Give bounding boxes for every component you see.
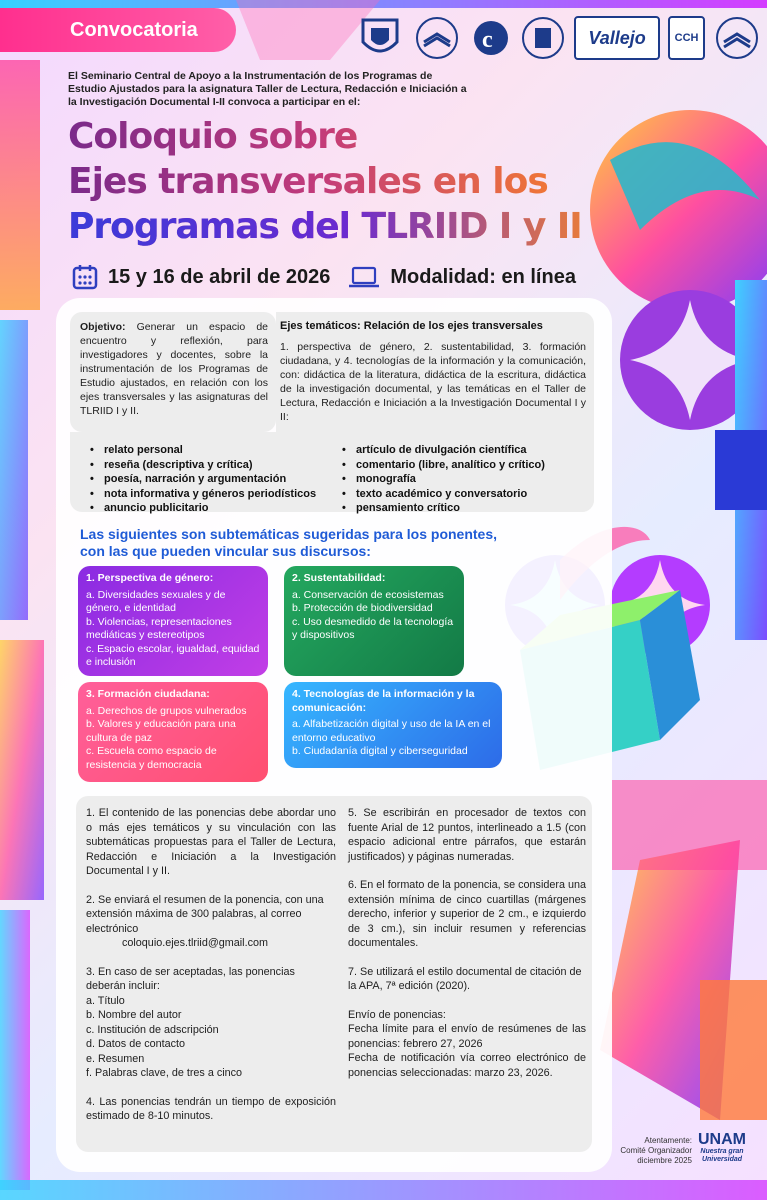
list-item: • texto académico y conversatorio — [342, 487, 592, 502]
book-icon — [412, 16, 462, 60]
theme-item: a. Derechos de grupos vulnerados — [86, 704, 247, 717]
unam-wordmark: UNAM — [698, 1131, 746, 1148]
objective-text: Generar un espacio de encuentro y reflexión, para investigadores y docentes, sobre la instrumentación de los Programas de Estudio ajustados, en relación con los ejes transversales y las asignaturas del TLRIID I y II. — [80, 321, 268, 417]
calendar-icon — [72, 264, 98, 290]
vallejo-logo — [574, 16, 659, 60]
event-date: 15 y 16 de abril de 2026 — [108, 265, 331, 288]
list-item: • relato personal — [90, 443, 340, 458]
list-item: f. Palabras clave, de tres a cinco — [86, 1067, 243, 1079]
event-title — [68, 114, 628, 249]
list-item: • nota informativa y géneros periodísticos — [90, 487, 340, 502]
theme-card-sustainability — [284, 566, 464, 676]
theme-item: b. Ciudadanía digital y ciberseguridad — [292, 745, 468, 757]
plantel-sur-logo — [713, 16, 761, 60]
rule-6: 6. En el formato de la ponencia, se considera una extensión mínima de cinco cuartillas (márgenes derecho, inferior y superior de 2 cm., e izquierdo de 3 cm.), sin incluir resumen y referencias documentales. — [348, 879, 586, 949]
rules-right-column — [348, 806, 586, 1080]
axes-text: 1. perspectiva de género, 2. sustentabilidad, 3. formación ciudadana, y 4. tecnologías de la información y la comunicación, con: didáctica de la literatura, didáctica de la escritura, didáctica de la investigación documental, y las temáticas en el Taller de Lectura, Redacción e Iniciación a la Investigación Documental I y II: — [280, 341, 586, 423]
contact-email: coloquio.ejes.tlriid@gmail.com — [122, 937, 268, 949]
submission-heading: Envío de ponencias: — [348, 1008, 446, 1021]
unam-logo — [697, 1132, 747, 1164]
rules-left-column — [86, 806, 336, 1124]
laptop-icon — [348, 265, 380, 289]
subthemes-heading: Las siguientes son subtemáticas sugeridas para los ponentes, con las que pueden vincular sus discursos: — [80, 526, 498, 559]
unam-slogan: Nuestra gran Universidad — [700, 1148, 744, 1163]
submission-deadline: Fecha límite para el envío de resúmenes de las ponencias: febrero 27, 2026 — [348, 1023, 586, 1050]
rule-3: 3. En caso de ser aceptadas, las ponencias deberán incluir: — [86, 965, 295, 992]
cch-logo-label: CCH — [674, 32, 699, 44]
theme-card-gender — [78, 566, 268, 676]
genres-list-right — [342, 443, 592, 516]
rule-4: 4. Las ponencias tendrán un tiempo de exposición estimado de 8-10 minutos. — [86, 1095, 336, 1122]
rule-1: 1. El contenido de las ponencias debe abordar uno o más ejes temáticos y su vinculación con las subtemáticas propuestas para el Taller de Lectura, Redacción e Iniciación a la Investigación Documental I y II. — [86, 807, 336, 877]
theme-item: a. Alfabetización digital y uso de la IA en el entorno educativo — [292, 718, 491, 744]
list-item: a. Título — [86, 994, 125, 1007]
rule-2: 2. Se enviará el resumen de la ponencia, con una extensión máxima de 300 palabras, al correo electrónico — [86, 893, 324, 935]
svg-text:c: c — [481, 27, 493, 53]
oriente-emblem-icon — [520, 16, 566, 60]
list-item: • reseña (descriptiva y crítica) — [90, 458, 340, 473]
theme-title: 1. Perspectiva de género: — [86, 572, 214, 584]
theme-title: 3. Formación ciudadana: — [86, 688, 210, 700]
rule-7: 7. Se utilizará el estilo documental de citación de la APA, 7ª edición (2020). — [348, 965, 582, 992]
list-item: • comentario (libre, analítico y crítico) — [342, 458, 592, 473]
rule-5: 5. Se escribirán en procesador de textos con fuente Arial de 12 puntos, interlineado a 1.5 (con espacio adicional entre párrafos, que estarán justificados) y páginas numeradas. — [348, 807, 586, 863]
azcapotzalco-emblem-icon — [472, 16, 510, 60]
theme-item: b. Valores y educación para una cultura de paz — [86, 718, 236, 744]
event-mode: Modalidad: en línea — [390, 265, 576, 288]
theme-item: a. Diversidades sexuales y de género, e identidad — [86, 588, 226, 614]
list-item: • poesía, narración y argumentación — [90, 472, 340, 487]
theme-item: c. Espacio escolar, igualdad, equidad e inclusión — [86, 642, 260, 668]
cch-logo — [668, 16, 706, 60]
intro-text: El Seminario Central de Apoyo a la Instrumentación de los Programas de Estudio Ajustados para la asignatura Taller de Lectura, Redacción e Iniciación a la Investigación Documental I-II convoca a participar en el: — [68, 70, 467, 108]
axes-heading: Ejes temáticos: Relación de los ejes transversales — [280, 320, 543, 332]
oriente-logo — [519, 16, 567, 60]
signature-line-2: Comité Organizador — [620, 1146, 692, 1155]
vallejo-logo-label: Vallejo — [588, 27, 646, 48]
list-item: • artículo de divulgación científica — [342, 443, 592, 458]
signature-line-3: diciembre 2025 — [637, 1156, 692, 1165]
signature-block — [600, 1136, 692, 1166]
theme-card-citizenship — [78, 682, 268, 782]
list-item: e. Resumen — [86, 1052, 145, 1065]
objective-block — [80, 320, 268, 418]
list-item: • anuncio publicitario — [90, 501, 340, 516]
title-line-2: Ejes transversales en los — [68, 161, 548, 202]
signature-line-1: Atentamente: — [644, 1136, 692, 1145]
theme-item: b. Violencias, representaciones mediáticas y estereotipos — [86, 615, 232, 641]
list-item: d. Datos de contacto — [86, 1038, 186, 1050]
theme-title: 4. Tecnologías de la información y la comunicación: — [292, 688, 475, 714]
event-dateline — [72, 264, 576, 290]
plantel-sur-emblem-icon — [714, 16, 760, 60]
list-item: • pensamiento crítico — [342, 501, 592, 516]
objective-label: Objetivo: — [80, 321, 126, 333]
theme-title: 2. Sustentabilidad: — [292, 572, 386, 584]
unam-shield-icon — [359, 16, 401, 60]
title-line-3: Programas del TLRIID I y II — [68, 204, 628, 249]
theme-item: c. Escuela como espacio de resistencia y democracia — [86, 745, 217, 771]
theme-item: b. Protección de biodiversidad — [292, 602, 433, 614]
azcapotzalco-logo — [471, 16, 511, 60]
title-line-1: Coloquio sobre — [68, 116, 358, 157]
list-item: • monografía — [342, 472, 592, 487]
genres-list-left — [90, 443, 340, 516]
institution-logos — [356, 14, 761, 62]
cch-book-logo — [412, 16, 464, 60]
list-item: c. Institución de adscripción — [86, 1023, 219, 1036]
convocatoria-badge: Convocatoria — [0, 8, 236, 52]
theme-card-ict — [284, 682, 502, 768]
notification-date: Fecha de notificación vía correo electrónico de ponencias seleccionadas: marzo 23, 2026. — [348, 1052, 586, 1079]
list-item: b. Nombre del autor — [86, 1009, 182, 1021]
theme-item: c. Uso desmedido de la tecnología y dispositivos — [292, 615, 454, 641]
unam-shield-logo — [356, 16, 404, 60]
theme-item: a. Conservación de ecosistemas — [292, 588, 444, 601]
